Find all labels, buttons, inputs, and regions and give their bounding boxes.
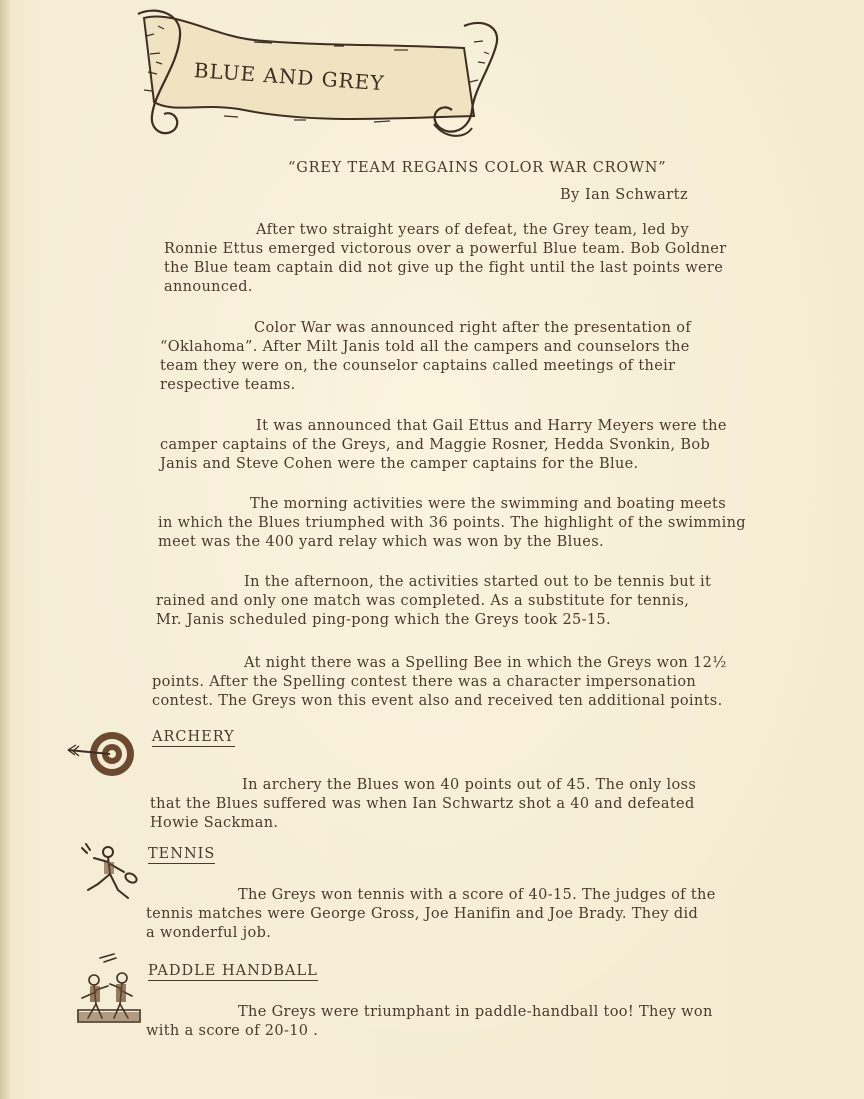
paragraph-line: respective teams. — [160, 377, 296, 393]
paragraph-line: in which the Blues triumphed with 36 points. The highlight of the swimming — [158, 515, 746, 531]
paragraph-line: Color War was announced right after the presentation of — [254, 320, 692, 336]
paragraph-line: contest. The Greys won this event also and received ten additional points. — [152, 693, 723, 709]
paragraph-line: the Blue team captain did not give up the fight until the last points were — [164, 260, 724, 276]
article-headline: “GREY TEAM REGAINS COLOR WAR CROWN” — [288, 160, 667, 176]
paragraph-line: Howie Sackman. — [150, 815, 279, 831]
paragraph-line: with a score of 20-10 . — [146, 1023, 319, 1039]
paragraph-line: The Greys won tennis with a score of 40-15. The judges of the — [238, 887, 716, 903]
paragraph-line: a wonderful job. — [146, 925, 272, 941]
paragraph-line: After two straight years of defeat, the Grey team, led by — [256, 222, 690, 238]
paragraph-line: At night there was a Spelling Bee in which the Greys won 12½ — [244, 655, 727, 671]
paragraph-line: In archery the Blues won 40 points out of 45. The only loss — [242, 777, 697, 793]
paper-edge — [0, 0, 10, 1099]
archery-heading: ARCHERY — [152, 729, 235, 745]
paragraph-2 — [160, 319, 691, 395]
paragraph-line: camper captains of the Greys, and Maggie Rosner, Hedda Svonkin, Bob — [160, 437, 711, 453]
paragraph-5 — [156, 573, 711, 630]
paragraph-line: It was announced that Gail Ettus and Harry Meyers were the — [256, 418, 727, 434]
paragraph-line: The Greys were triumphant in paddle-handball too! They won — [238, 1004, 713, 1020]
paragraph-1 — [164, 221, 726, 297]
paragraph-line: tennis matches were George Gross, Joe Hanifin and Joe Brady. They did — [146, 906, 699, 922]
paragraph-line: meet was the 400 yard relay which was won by the Blues. — [158, 534, 604, 550]
paragraph-line: announced. — [164, 279, 253, 295]
tennis-player-icon — [80, 840, 144, 912]
paragraph-line: The morning activities were the swimming and boating meets — [250, 496, 727, 512]
paragraph-4 — [158, 495, 746, 552]
article-byline: By Ian Schwartz — [560, 187, 689, 203]
paddle-handball-heading: PADDLE HANDBALL — [148, 963, 318, 979]
paragraph-line: that the Blues suffered was when Ian Schwartz shot a 40 and defeated — [150, 796, 695, 812]
paragraph-line: In the afternoon, the activities started out to be tennis but it — [244, 574, 712, 590]
paragraph-3 — [160, 417, 727, 474]
paragraph-line: Janis and Steve Cohen were the camper captains for the Blue. — [160, 456, 639, 472]
paragraph-line: “Oklahoma”. After Milt Janis told all the campers and counselors the — [160, 339, 690, 355]
banner-title: BLUE AND GREY — [193, 58, 386, 96]
paragraph-line: points. After the Spelling contest there was a character impersonation — [152, 674, 697, 690]
paddle-handball-paragraph — [146, 1003, 713, 1041]
paragraph-line: Mr. Janis scheduled ping-pong which the Greys took 25-15. — [156, 612, 611, 628]
archery-paragraph — [150, 776, 696, 833]
handball-players-icon — [74, 952, 144, 1032]
tennis-paragraph — [146, 886, 716, 943]
paragraph-line: rained and only one match was completed. As a substitute for tennis, — [156, 593, 690, 609]
paragraph-line: team they were on, the counselor captains called meetings of their — [160, 358, 676, 374]
paragraph-line: Ronnie Ettus emerged victorous over a powerful Blue team. Bob Goldner — [164, 241, 727, 257]
paragraph-6 — [152, 654, 727, 711]
tennis-heading: TENNIS — [148, 846, 216, 862]
archery-target-icon — [66, 728, 138, 784]
